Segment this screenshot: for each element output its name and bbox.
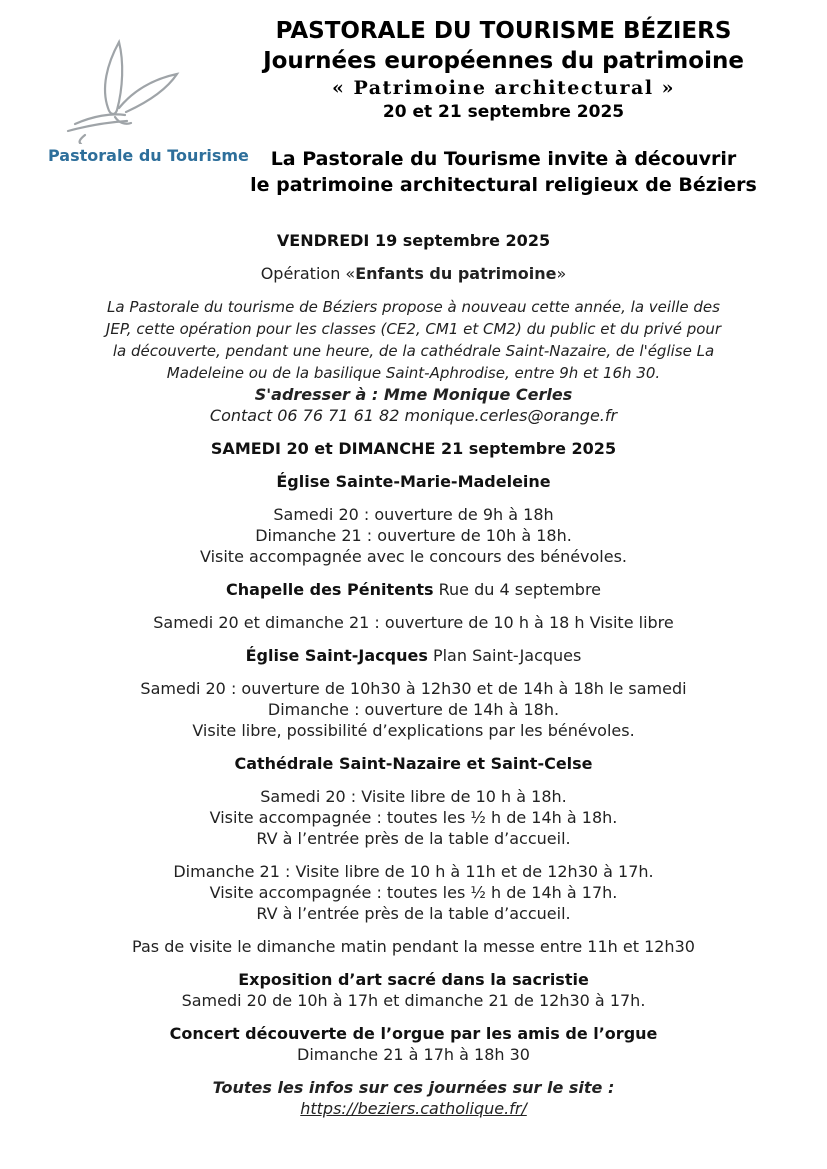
logo-caption: Pastorale du Tourisme — [48, 146, 249, 165]
page-subtitle: Journées européennes du patrimoine — [263, 48, 744, 74]
venue-title-saint-jacques-line — [0, 645, 827, 666]
schedule-line: Samedi 20 : ouverture de 10h30 à 12h30 et de 14h à 18h le samedi — [140, 679, 687, 698]
schedule-line: RV à l’entrée près de la table d’accueil. — [256, 904, 571, 923]
schedule-line: Samedi 20 de 10h à 17h et dimanche 21 de 12h30 à 17h. — [181, 991, 646, 1010]
invitation-line-1: La Pastorale du Tourisme invite à découvrir — [270, 148, 737, 170]
weekend-heading: SAMEDI 20 et DIMANCHE 21 septembre 2025 — [210, 439, 617, 458]
schedule-line: Samedi 20 : Visite libre de 10 h à 18h. — [260, 787, 567, 806]
schedule-line: Dimanche 21 : ouverture de 10h à 18h. — [255, 526, 572, 545]
theme-line: « Patrimoine architectural » — [331, 77, 676, 99]
madeleine-schedule — [0, 504, 827, 567]
event-dates: 20 et 21 septembre 2025 — [382, 102, 625, 122]
operation-prefix: Opération « — [260, 264, 356, 283]
schedule-line: Samedi 20 : ouverture de 9h à 18h — [273, 505, 554, 524]
operation-suffix: » — [556, 264, 567, 283]
footer-link-line — [0, 1098, 827, 1119]
description-line: la découverte, pendant une heure, de la cathédrale Saint-Nazaire, de l'église La — [112, 342, 715, 360]
footer-info-text: Toutes les infos sur ces journées sur le site : — [212, 1078, 615, 1097]
header — [0, 0, 827, 198]
venue-address-saint-jacques: Plan Saint-Jacques — [432, 646, 582, 665]
page-title: PASTORALE DU TOURISME BÉZIERS — [275, 18, 732, 44]
cathedrale-saturday-schedule — [0, 786, 827, 849]
concert-block — [0, 1023, 827, 1065]
friday-heading: VENDREDI 19 septembre 2025 — [276, 231, 551, 250]
cathedrale-sunday-schedule — [0, 861, 827, 924]
dove-sketch-icon — [48, 36, 208, 144]
header-text — [180, 16, 827, 198]
venue-title-madeleine: Église Sainte-Marie-Madeleine — [276, 472, 551, 491]
schedule-line: Visite accompagnée : toutes les ½ h de 14h à 17h. — [209, 883, 618, 902]
exposition-block — [0, 969, 827, 1011]
invitation-text — [180, 146, 827, 198]
mass-notice: Pas de visite le dimanche matin pendant la messe entre 11h et 12h30 — [132, 937, 695, 956]
schedule-line: Visite accompagnée : toutes les ½ h de 14h à 18h. — [209, 808, 618, 827]
concert-title: Concert découverte de l’orgue par les amis de l’orgue — [169, 1024, 658, 1043]
description-line: La Pastorale du tourisme de Béziers propose à nouveau cette année, la veille des — [107, 298, 720, 316]
schedule-line: Visite accompagnée avec le concours des bénévoles. — [199, 547, 628, 566]
venue-title-penitents-line — [0, 579, 827, 600]
schedule-line: RV à l’entrée près de la table d’accueil. — [256, 829, 571, 848]
schedule-body — [0, 230, 827, 1119]
friday-description — [0, 296, 827, 426]
contact-details: Contact 06 76 71 61 82 monique.cerles@orange.fr — [209, 406, 618, 425]
schedule-line: Visite libre, possibilité d’explications par les bénévoles. — [192, 721, 635, 740]
venue-title-saint-jacques: Église Saint-Jacques — [245, 646, 428, 665]
schedule-line: Dimanche : ouverture de 14h à 18h. — [267, 700, 560, 719]
venue-title-cathedrale: Cathédrale Saint-Nazaire et Saint-Celse — [234, 754, 593, 773]
venue-address-penitents: Rue du 4 septembre — [438, 580, 602, 599]
schedule-line: Dimanche 21 à 17h à 18h 30 — [297, 1045, 530, 1064]
exposition-title: Exposition d’art sacré dans la sacristie — [238, 970, 589, 989]
footer — [0, 1077, 827, 1119]
operation-line — [0, 263, 827, 284]
venue-title-penitents: Chapelle des Pénitents — [225, 580, 434, 599]
schedule-line: Samedi 20 et dimanche 21 : ouverture de 10 h à 18 h Visite libre — [153, 613, 674, 632]
schedule-line: Dimanche 21 : Visite libre de 10 h à 11h et de 12h30 à 17h. — [173, 862, 654, 881]
saint-jacques-schedule — [0, 678, 827, 741]
invitation-line-2: le patrimoine architectural religieux de Béziers — [250, 174, 757, 196]
description-line: Madeleine ou de la basilique Saint-Aphrodise, entre 9h et 16h 30. — [166, 364, 661, 382]
website-link[interactable]: https://beziers.catholique.fr/ — [300, 1099, 527, 1118]
pastorale-logo — [48, 36, 249, 165]
description-line: JEP, cette opération pour les classes (CE2, CM1 et CM2) du public et du privé pour — [105, 320, 722, 338]
operation-name: Enfants du patrimoine — [355, 264, 557, 283]
contact-person: S'adresser à : Mme Monique Cerles — [254, 385, 573, 404]
